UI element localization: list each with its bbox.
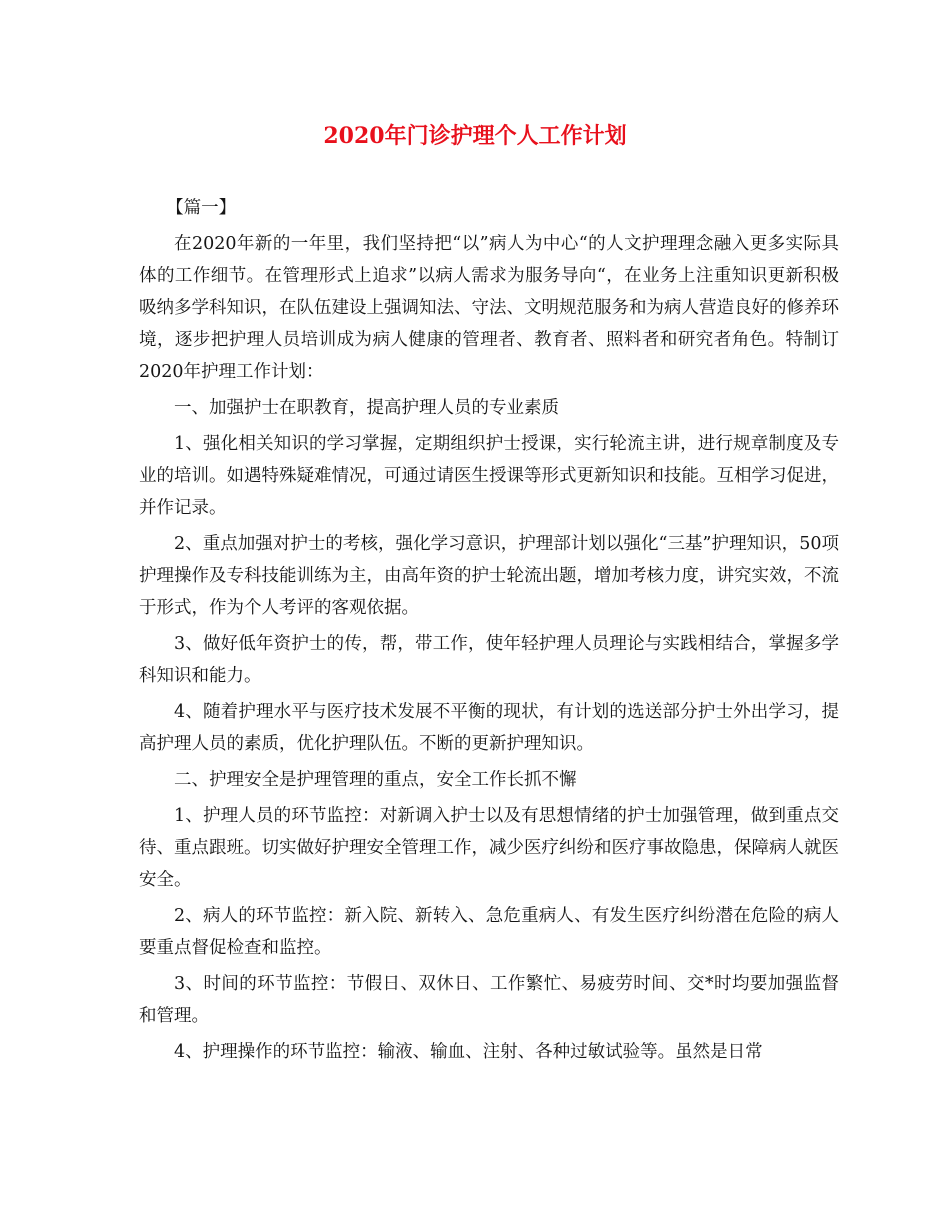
section-heading-2: 二、护理安全是护理管理的重点，安全工作长抓不懈 — [174, 770, 577, 790]
paragraph-1-4: 4、随着护理水平与医疗技术发展不平衡的现状，有计划的选送部分护士外出学习，提高护理人员的素质，优化护理队伍。不断的更新护理知识。 — [139, 702, 839, 754]
paragraph-1-2: 2、重点加强对护士的考核，强化学习意识，护理部计划以强化“三基”护理知识，50项护理操作及专科技能训练为主，由高年资的护士轮流出题，增加考核力度，讲究实效，不流于形式，作为个人考评的客观依据。 — [139, 534, 839, 618]
paragraph-intro: 在2020年新的一年里，我们坚持把“以”病人为中心“的人文护理理念融入更多实际具体的工作细节。在管理形式上追求”以病人需求为服务导向“，在业务上注重知识更新积极吸纳多学科知识，在队伍建设上强调知法、守法、文明规范服务和为病人营造良好的修养环境，逐步把护理人员培训成为病人健康的管理者、教育者、照料者和研究者角色。特制订2020年护理工作计划： — [139, 234, 839, 382]
paragraph-2-4: 4、护理操作的环节监控：输液、输血、注射、各种过敏试验等。虽然是日常 — [174, 1042, 763, 1062]
paragraph-2-1: 1、护理人员的环节监控：对新调入护士以及有思想情绪的护士加强管理，做到重点交待、重点跟班。切实做好护理安全管理工作，减少医疗纠纷和医疗事故隐患，保障病人就医安全。 — [139, 806, 839, 890]
document-body — [139, 192, 839, 1072]
paragraph-1-1: 1、强化相关知识的学习掌握，定期组织护士授课，实行轮流主讲，进行规章制度及专业的培训。如遇特殊疑难情况，可通过请医生授课等形式更新知识和技能。互相学习促进，并作记录。 — [139, 434, 839, 518]
paragraph-2-3: 3、时间的环节监控：节假日、双休日、工作繁忙、易疲劳时间、交*时均要加强监督和管理。 — [139, 974, 839, 1026]
document-title: 2020年门诊护理个人工作计划 — [323, 123, 627, 149]
paragraph-1-3: 3、做好低年资护士的传，帮，带工作，使年轻护理人员理论与实践相结合，掌握多学科知识和能力。 — [139, 634, 839, 686]
section-heading-1: 一、加强护士在职教育，提高护理人员的专业素质 — [174, 398, 559, 418]
paragraph-2-2: 2、病人的环节监控：新入院、新转入、急危重病人、有发生医疗纠纷潜在危险的病人要重点督促检查和监控。 — [139, 906, 839, 958]
section-label: 【篇一】 — [166, 198, 237, 218]
